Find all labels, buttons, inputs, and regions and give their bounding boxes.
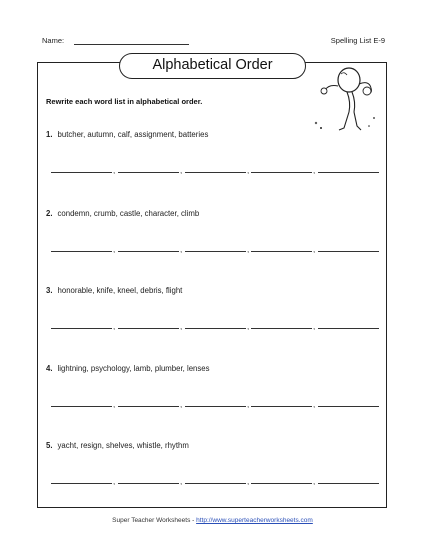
- comma: ,: [113, 322, 116, 331]
- cartoon-character-icon: [311, 66, 381, 138]
- comma: ,: [247, 166, 250, 175]
- answer-blank[interactable]: [51, 171, 112, 173]
- answer-blank[interactable]: [51, 482, 112, 484]
- comma: ,: [313, 322, 316, 331]
- answer-blank[interactable]: [185, 405, 246, 407]
- answer-blank[interactable]: [251, 171, 312, 173]
- answer-blank[interactable]: [251, 250, 312, 252]
- footer-separator: -: [192, 517, 195, 524]
- comma: ,: [113, 166, 116, 175]
- answer-blank[interactable]: [185, 171, 246, 173]
- footer-brand: Super Teacher Worksheets: [112, 517, 191, 524]
- question-text: [46, 130, 208, 139]
- comma: ,: [313, 166, 316, 175]
- answer-blank[interactable]: [185, 250, 246, 252]
- comma: ,: [180, 166, 183, 175]
- answer-blank[interactable]: [118, 327, 179, 329]
- name-label: Name:: [42, 36, 65, 45]
- answer-blank[interactable]: [118, 405, 179, 407]
- comma: ,: [180, 245, 183, 254]
- answer-blank[interactable]: [118, 250, 179, 252]
- question-item: [46, 441, 376, 501]
- question-item: [46, 286, 376, 346]
- word-list: condemn, crumb, castle, character, climb: [57, 209, 200, 218]
- comma: ,: [247, 477, 250, 486]
- comma: ,: [313, 400, 316, 409]
- instructions: Rewrite each word list in alphabetical order.: [46, 97, 203, 106]
- comma: ,: [313, 477, 316, 486]
- question-text: [46, 209, 199, 218]
- question-number: 5.: [46, 441, 53, 450]
- comma: ,: [180, 477, 183, 486]
- question-item: [46, 130, 376, 190]
- answer-blank[interactable]: [118, 482, 179, 484]
- question-text: [46, 364, 210, 373]
- name-field[interactable]: [74, 44, 189, 45]
- comma: ,: [113, 400, 116, 409]
- answer-blank[interactable]: [251, 405, 312, 407]
- answer-blank[interactable]: [318, 250, 379, 252]
- comma: ,: [180, 322, 183, 331]
- word-list: yacht, resign, shelves, whistle, rhythm: [57, 441, 189, 450]
- comma: ,: [313, 245, 316, 254]
- question-number: 3.: [46, 286, 53, 295]
- answer-blank[interactable]: [318, 171, 379, 173]
- question-number: 1.: [46, 130, 53, 139]
- answer-blank[interactable]: [51, 327, 112, 329]
- worksheet-header: [0, 36, 425, 50]
- spelling-list-label: Spelling List E-9: [330, 36, 385, 45]
- answer-blank[interactable]: [318, 405, 379, 407]
- footer-link[interactable]: http://www.superteacherworksheets.com: [196, 517, 313, 524]
- comma: ,: [180, 400, 183, 409]
- question-text: [46, 441, 189, 450]
- answer-blank[interactable]: [185, 327, 246, 329]
- question-item: [46, 364, 376, 424]
- word-list: honorable, knife, kneel, debris, flight: [57, 286, 183, 295]
- answer-blank[interactable]: [51, 405, 112, 407]
- answer-blank[interactable]: [251, 327, 312, 329]
- comma: ,: [113, 245, 116, 254]
- answer-blank[interactable]: [118, 171, 179, 173]
- comma: ,: [247, 322, 250, 331]
- word-list: butcher, autumn, calf, assignment, batteries: [57, 130, 209, 139]
- word-list: lightning, psychology, lamb, plumber, lenses: [57, 364, 210, 373]
- question-item: [46, 209, 376, 269]
- comma: ,: [247, 245, 250, 254]
- answer-blank[interactable]: [185, 482, 246, 484]
- question-number: 2.: [46, 209, 53, 218]
- question-number: 4.: [46, 364, 53, 373]
- page-title: [119, 53, 306, 79]
- page-title-text: Alphabetical Order: [152, 57, 273, 73]
- page-footer: [0, 517, 425, 524]
- answer-blank[interactable]: [51, 250, 112, 252]
- answer-blank[interactable]: [318, 482, 379, 484]
- answer-blank[interactable]: [318, 327, 379, 329]
- question-text: [46, 286, 182, 295]
- answer-blank[interactable]: [251, 482, 312, 484]
- comma: ,: [113, 477, 116, 486]
- comma: ,: [247, 400, 250, 409]
